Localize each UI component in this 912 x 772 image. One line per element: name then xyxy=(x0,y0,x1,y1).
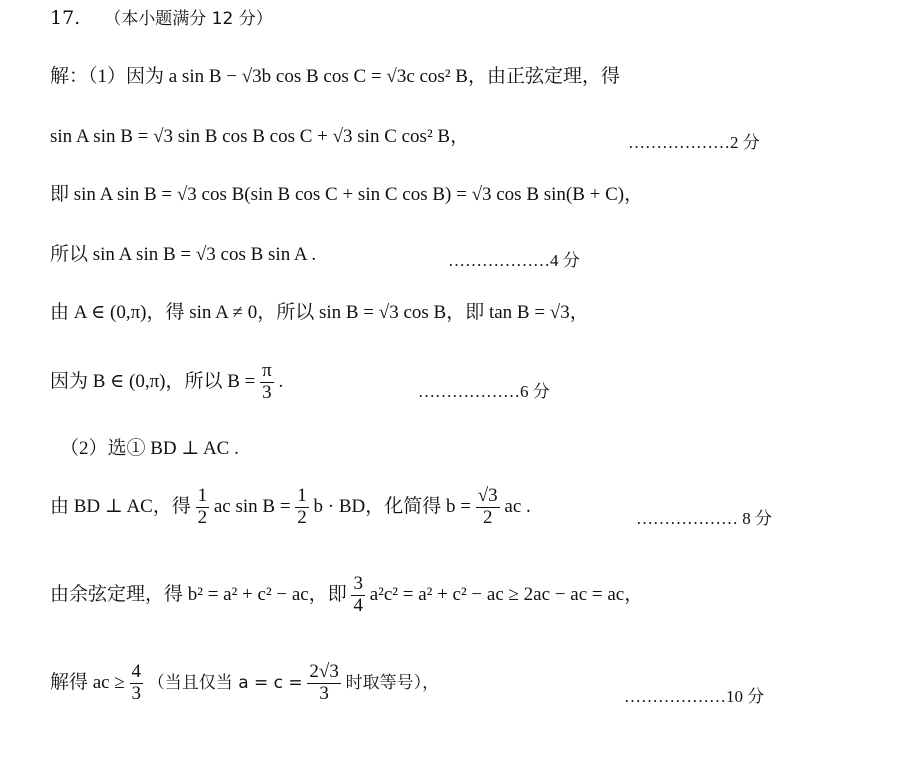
line8-text-c: b · BD，化简得 b = xyxy=(313,495,471,517)
part-2-heading: （2）选① BD ⊥ AC . xyxy=(60,438,239,459)
fraction-four-thirds xyxy=(130,662,144,705)
fraction-numerator: 1 xyxy=(297,485,307,506)
fraction-numerator: 2√3 xyxy=(309,661,339,682)
fraction-root3-over-2 xyxy=(476,486,500,529)
line8-text-d: ac . xyxy=(504,495,531,517)
solution-line-1: 解：（1）因为 a sin B − √3b cos B cos C = √3c cos² B，由正弦定理，得 xyxy=(50,66,620,87)
fraction-denominator: 3 xyxy=(131,682,142,704)
solution-line-2: sin A sin B = √3 sin B cos B cos C + √3 sin C cos² B， xyxy=(50,126,470,147)
fraction-numerator: √3 xyxy=(477,485,498,506)
fraction-one-half-b xyxy=(295,486,309,529)
fraction-denominator: 3 xyxy=(262,381,272,403)
solution-line-9 xyxy=(50,574,643,617)
fraction-2root3-over-3 xyxy=(307,662,340,705)
line10-text-a: 解得 ac ≥ xyxy=(50,671,125,693)
line8-text-a: 由 BD ⊥ AC，得 xyxy=(50,495,191,517)
score-marker-6: ………………6 分 xyxy=(418,382,550,401)
fraction-denominator: 4 xyxy=(353,594,363,616)
solution-line-4: 所以 sin A sin B = √3 cos B sin A . xyxy=(50,244,317,265)
score-marker-8: ……………… 8 分 xyxy=(636,509,772,528)
fraction-numerator: π xyxy=(262,360,272,381)
line9-text-a: 由余弦定理，得 b² = a² + c² − ac，即 xyxy=(50,583,347,605)
fraction-denominator: 2 xyxy=(297,506,307,528)
line8-text-b: ac sin B = xyxy=(213,495,291,517)
fraction-three-quarters xyxy=(351,574,365,617)
fraction-denominator: 2 xyxy=(482,506,493,528)
fraction-numerator: 4 xyxy=(131,661,142,682)
problem-header xyxy=(50,8,273,30)
fraction-denominator: 3 xyxy=(319,682,329,704)
solution-line-5: 由 A ∈ (0,π)，得 sin A ≠ 0，所以 sin B = √3 cos B，即 tan B = √3， xyxy=(50,302,589,323)
solution-line-10 xyxy=(50,662,439,705)
problem-number: 17. xyxy=(50,7,81,29)
line6-end: . xyxy=(278,370,284,392)
problem-score-note: （本小题满分 12 分） xyxy=(104,9,273,29)
line9-text-b: a²c² = a² + c² − ac ≥ 2ac − ac = ac， xyxy=(369,583,644,605)
fraction-numerator: 3 xyxy=(353,573,363,594)
fraction-pi-over-3 xyxy=(260,361,274,404)
score-marker-10: ………………10 分 xyxy=(624,687,765,706)
solution-line-3: 即 sin A sin B = √3 cos B(sin B cos C + sin C cos B) = √3 cos B sin(B + C)， xyxy=(50,184,644,205)
fraction-numerator: 1 xyxy=(197,485,208,506)
line10-text-b: （当且仅当 a = c = xyxy=(147,672,303,693)
score-marker-4: ………………4 分 xyxy=(448,251,580,270)
line6-text: 因为 B ∈ (0,π)，所以 B = xyxy=(50,370,256,392)
solution-line-6 xyxy=(50,361,283,404)
solution-line-8 xyxy=(50,486,531,529)
line10-text-c: 时取等号）， xyxy=(345,672,440,693)
score-marker-2: ………………2 分 xyxy=(628,133,760,152)
fraction-denominator: 2 xyxy=(197,506,208,528)
fraction-one-half-a xyxy=(196,486,210,529)
